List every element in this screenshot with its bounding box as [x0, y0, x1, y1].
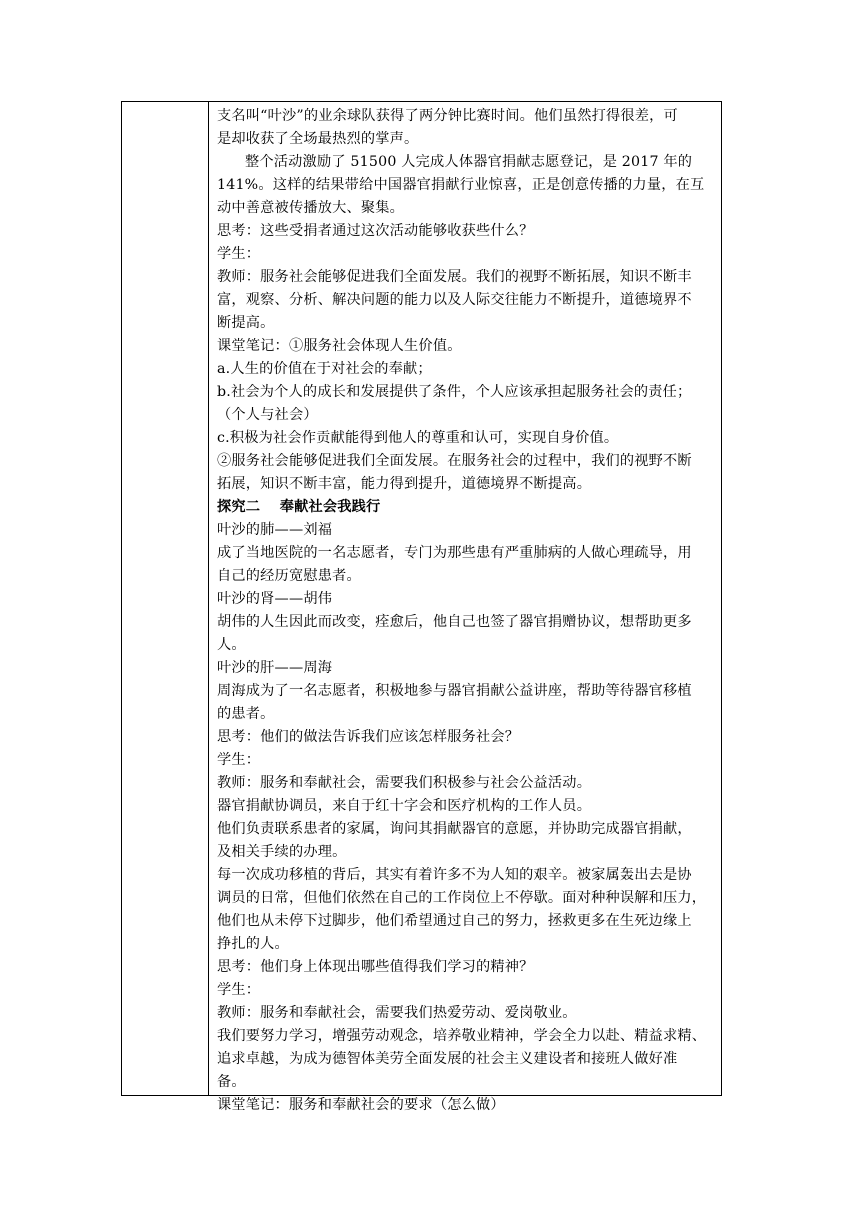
text-line: 人。: [217, 637, 246, 653]
text-line: 自己的经历宽慰患者。: [217, 568, 361, 584]
text-line: 富，观察、分析、解决问题的能力以及人际交往能力不断提升，道德境界不: [217, 292, 692, 308]
text-line: 思考：他们的做法告诉我们应该怎样服务社会？: [217, 729, 520, 745]
text-line: 的患者。: [217, 706, 275, 722]
text-line: 他们也从未停下过脚步，他们希望通过自己的努力，拯救更多在生死边缘上: [217, 913, 692, 929]
text-line: 学生：: [217, 982, 261, 998]
text-line: 思考：这些受捐者通过这次活动能够收获些什么？: [217, 223, 534, 239]
text-line: 整个活动激励了 51500 人完成人体器官捐献志愿登记，是 2017 年的: [245, 154, 693, 170]
text-line: a.人生的价值在于对社会的奉献；: [217, 361, 432, 377]
text-line: ②服务社会能够促进我们全面发展。在服务社会的过程中，我们的视野不断: [217, 453, 692, 469]
text-line: 成了当地医院的一名志愿者，专门为那些患有严重肺病的人做心理疏导，用: [217, 545, 692, 561]
lesson-table: [121, 101, 722, 1113]
section-heading: 探究二 奉献社会我践行: [217, 499, 381, 515]
text-line: 调员的日常，但他们依然在自己的工作岗位上不停歇。面对种种误解和压力，: [217, 890, 707, 906]
text-line: 支名叫“叶沙”的业余球队获得了两分钟比赛时间。他们虽然打得很差，可: [217, 108, 678, 124]
text-line: 动中善意被传播放大、聚集。: [217, 200, 405, 216]
text-line: 叶沙的肺——刘福: [217, 522, 333, 538]
text-line: 他们负责联系患者的家属，询问其捐献器官的意愿，并协助完成器官捐献，: [217, 821, 692, 837]
text-line: 是却收获了全场最热烈的掌声。: [217, 131, 419, 147]
text-line: 胡伟的人生因此而改变，痊愈后，他自己也签了器官捐赠协议，想帮助更多: [217, 614, 692, 630]
text-line: 课堂笔记：①服务社会体现人生价值。: [217, 338, 462, 354]
text-line: 叶沙的肝——周海: [217, 660, 333, 676]
text-line: 追求卓越，为成为德智体美劳全面发展的社会主义建设者和接班人做好准: [217, 1051, 678, 1067]
text-line: 挣扎的人。: [217, 936, 289, 952]
text-line: 141%。这样的结果带给中国器官捐献行业惊喜，正是创意传播的力量，在互: [217, 177, 705, 193]
left-column-cell: [122, 102, 209, 1095]
text-line: 断提高。: [217, 315, 275, 331]
text-line: 教师：服务和奉献社会，需要我们积极参与社会公益活动。: [217, 775, 592, 791]
text-line: 每一次成功移植的背后，其实有着许多不为人知的艰辛。被家属轰出去是协: [217, 867, 692, 883]
content-cell: [209, 102, 721, 1113]
text-line: 叶沙的肾——胡伟: [217, 591, 333, 607]
text-line: 思考：他们身上体现出哪些值得我们学习的精神？: [217, 959, 534, 975]
text-line: 周海成为了一名志愿者，积极地参与器官捐献公益讲座，帮助等待器官移植: [217, 683, 692, 699]
text-line: 学生：: [217, 752, 261, 768]
text-line: c.积极为社会作贡献能得到他人的尊重和认可，实现自身价值。: [217, 430, 619, 446]
text-line: 课堂笔记：服务和奉献社会的要求（怎么做）: [217, 1097, 505, 1113]
text-line: b.社会为个人的成长和发展提供了条件，个人应该承担起服务社会的责任；: [217, 384, 692, 400]
text-line: 教师：服务和奉献社会，需要我们热爱劳动、爱岗敬业。: [217, 1005, 577, 1021]
text-line: 备。: [217, 1074, 246, 1090]
text-line: 及相关手续的办理。: [217, 844, 347, 860]
text-line: （个人与社会）: [217, 407, 318, 423]
text-line: 拓展，知识不断丰富，能力得到提升，道德境界不断提高。: [217, 476, 592, 492]
text-line: 学生：: [217, 246, 261, 262]
text-line: 教师：服务社会能够促进我们全面发展。我们的视野不断拓展，知识不断丰: [217, 269, 692, 285]
text-line: 器官捐献协调员，来自于红十字会和医疗机构的工作人员。: [217, 798, 592, 814]
text-line: 我们要努力学习，增强劳动观念，培养敬业精神，学会全力以赴、精益求精、: [217, 1028, 707, 1044]
